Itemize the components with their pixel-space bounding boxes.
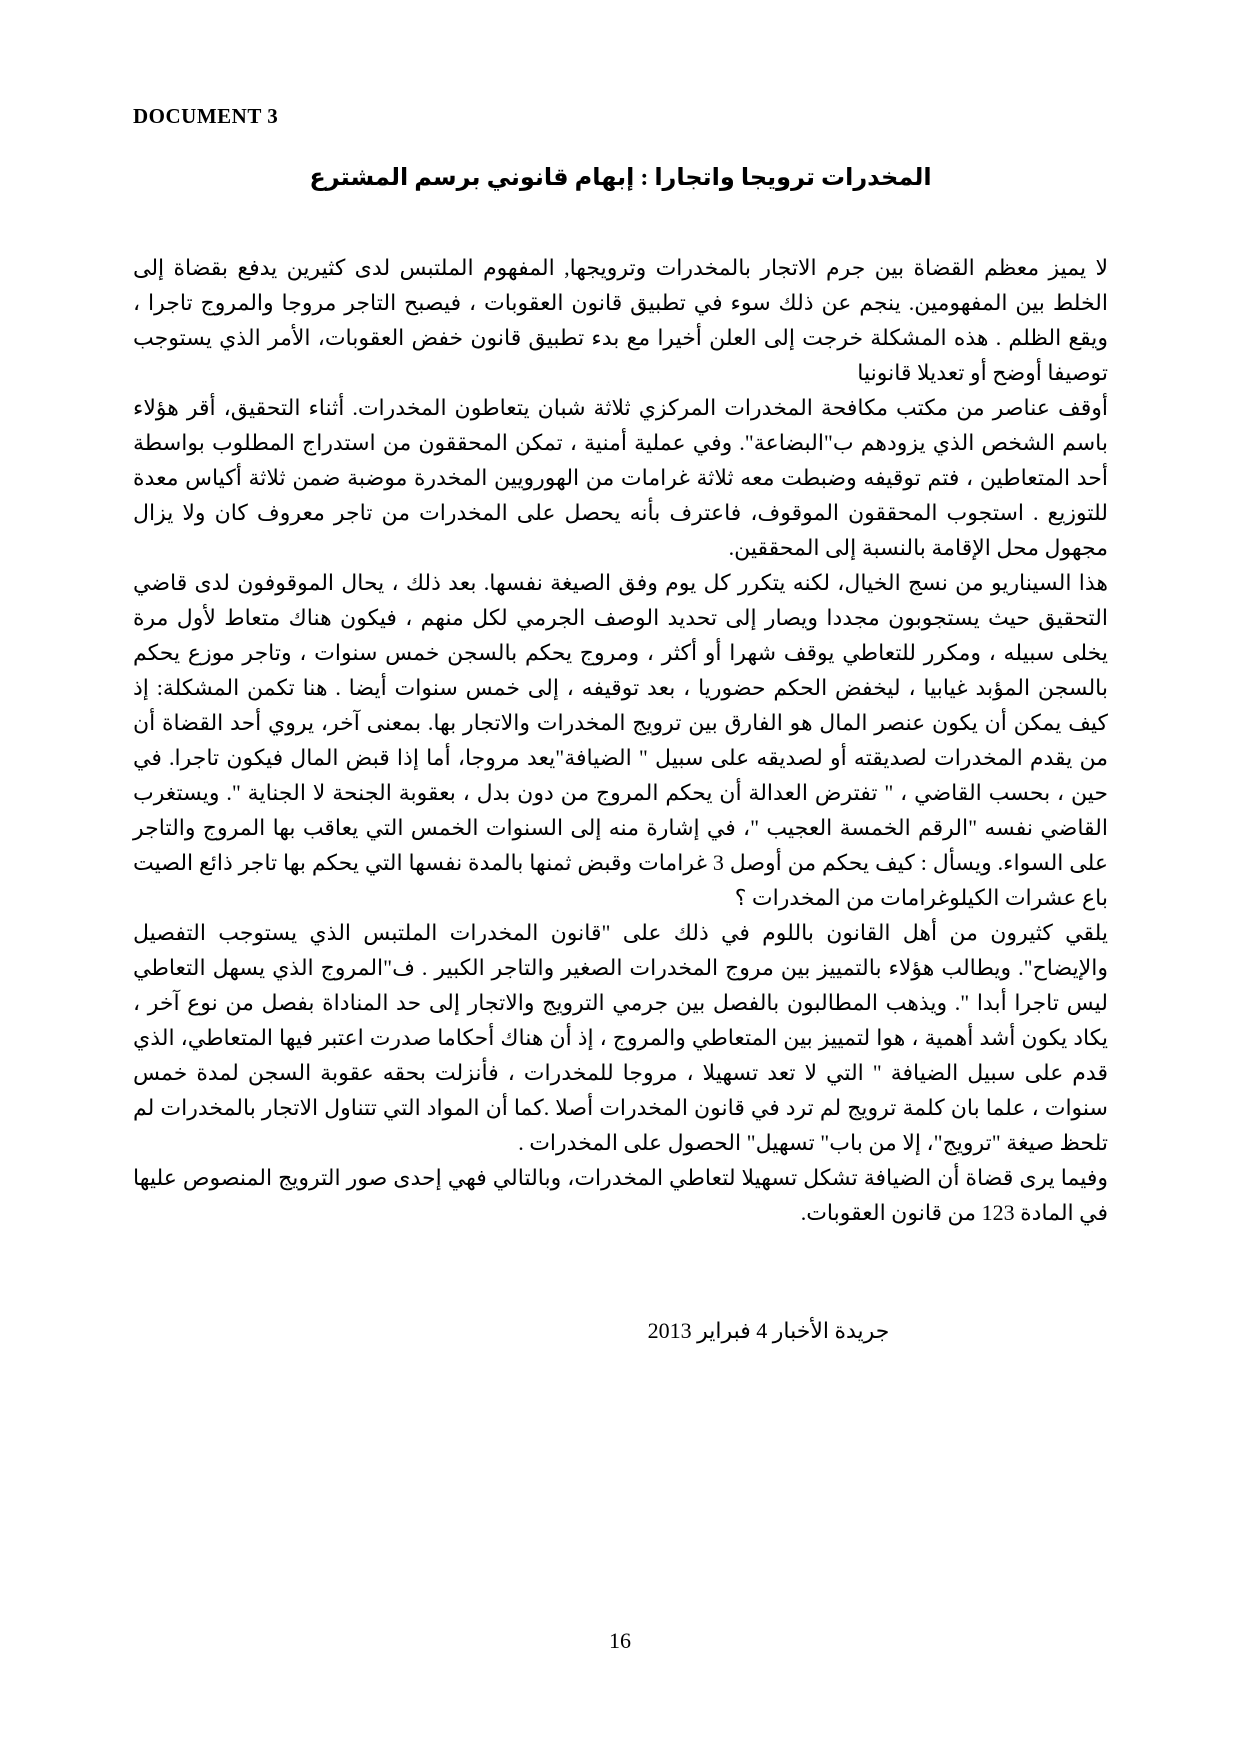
article-title: المخدرات ترويجا واتجارا : إبهام قانوني برسم المشترع (309, 165, 932, 191)
page-number: 16 (609, 1628, 631, 1653)
article-source: جريدة الأخبار 4 فبراير 2013 (647, 1318, 890, 1343)
article-paragraph-2: أوقف عناصر من مكتب مكافحة المخدرات المركزي ثلاثة شبان يتعاطون المخدرات. أثناء التحقيق، أقر هؤلاء باسم الشخص الذي يزودهم ب"البضاعة". وفي عملية أمنية ، تمكن المحققون من استدراج المطلوب بواسطة أحد المتعاطين ، فتم توقيفه وضبطت معه ثلاثة غرامات من الهورويين المخدرة موضبة ضمن ثلاثة أكياس معدة للتوزيع . استجوب المحققون الموقوف، فاعترف بأنه يحصل على المخدرات من تاجر معروف كان ولا يزال مجهول محل الإقامة بالنسبة إلى المحققين. (133, 395, 1108, 560)
article-body (133, 250, 1108, 1230)
article-paragraph-3: هذا السيناريو من نسج الخيال، لكنه يتكرر كل يوم وفق الصيغة نفسها. بعد ذلك ، يحال الموقوفون لدى قاضي التحقيق حيث يستجوبون مجددا ويصار إلى تحديد الوصف الجرمي لكل منهم ، فيكون هناك متعاط لأول مرة يخلى سبيله ، ومكرر للتعاطي يوقف شهرا أو أكثر ، ومروج يحكم بالسجن خمس سنوات ، وتاجر موزع يحكم بالسجن المؤبد غيابيا ، ليخفض الحكم حضوريا ، بعد توقيفه ، إلى خمس سنوات أيضا . هنا تكمن المشكلة: إذ كيف يمكن أن يكون عنصر المال هو الفارق بين ترويج المخدرات والاتجار بها. بمعنى آخر، يروي أحد القضاة أن من يقدم المخدرات لصديقته أو لصديقه على سبيل " الضيافة"يعد مروجا، أما إذا قبض المال فيكون تاجرا. في حين ، بحسب القاضي ، " تفترض العدالة أن يحكم المروج من دون بدل ، بعقوبة الجنحة لا الجناية ". ويستغرب القاضي نفسه "الرقم الخمسة العجيب "، في إشارة منه إلى السنوات الخمس التي يعاقب بها المروج والتاجر على السواء. ويسأل : كيف يحكم من أوصل 3 غرامات وقبض ثمنها بالمدة نفسها التي يحكم بها تاجر ذائع الصيت باع عشرات الكيلوغرامات من المخدرات ؟ (133, 570, 1108, 910)
article-paragraph-1: لا يميز معظم القضاة بين جرم الاتجار بالمخدرات وترويجها, المفهوم الملتبس لدى كثيرين يدفع بقضاة إلى الخلط بين المفهومين. ينجم عن ذلك سوء في تطبيق قانون العقوبات ، فيصبح التاجر مروجا والمروج تاجرا ، ويقع الظلم . هذه المشكلة خرجت إلى العلن أخيرا مع بدء تطبيق قانون خفض العقوبات، الأمر الذي يستوجب توصيفا أوضح أو تعديلا قانونيا (133, 255, 1109, 385)
document-label: DOCUMENT 3 (133, 104, 279, 128)
article-paragraph-4: يلقي كثيرون من أهل القانون باللوم في ذلك على "قانون المخدرات الملتبس الذي يستوجب التفصيل والإيضاح". ويطالب هؤلاء بالتمييز بين مروج المخدرات الصغير والتاجر الكبير . ف"المروج الذي يسهل التعاطي ليس تاجرا أبدا ". ويذهب المطالبون بالفصل بين جرمي الترويج والاتجار إلى حد المناداة بفصل من نوع آخر ، يكاد يكون أشد أهمية ، هوا لتمييز بين المتعاطي والمروج ، إذ أن هناك أحكاما صدرت اعتبر فيها المتعاطي، الذي قدم على سبيل الضيافة " التي لا تعد تسهيلا ، مروجا للمخدرات ، فأنزلت بحقه عقوبة السجن لمدة خمس سنوات ، علما بان كلمة ترويج لم ترد في قانون المخدرات أصلا .كما أن المواد التي تتناول الاتجار بالمخدرات لم تلحظ صيغة "ترويج"، إلا من باب" تسهيل" الحصول على المخدرات . (133, 920, 1108, 1155)
article-paragraph-5: وفيما يرى قضاة أن الضيافة تشكل تسهيلا لتعاطي المخدرات، وبالتالي فهي إحدى صور الترويج المنصوص عليها في المادة 123 من قانون العقوبات. (133, 1165, 1108, 1225)
